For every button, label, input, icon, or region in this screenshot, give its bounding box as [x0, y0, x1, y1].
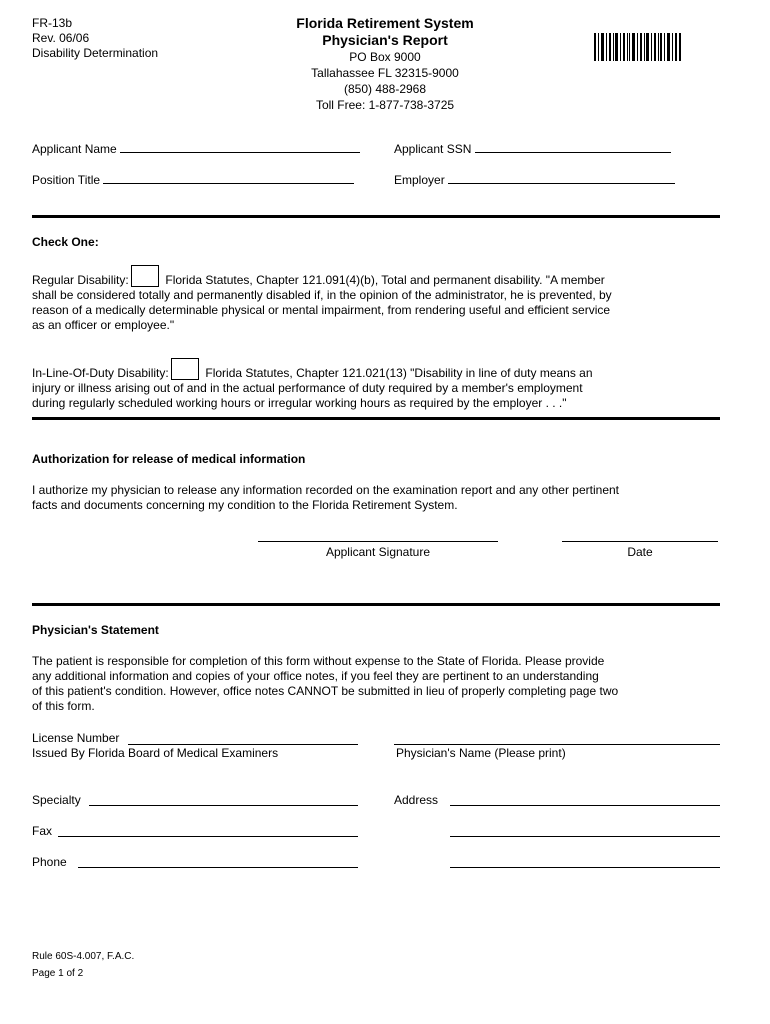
regular-disability-checkbox[interactable] [131, 265, 159, 287]
form-id-block [32, 16, 158, 61]
physician-name-label: Physician's Name (Please print) [396, 746, 566, 760]
section-divider [32, 417, 720, 420]
address-line-2[interactable] [450, 836, 720, 837]
applicant-name-line[interactable] [120, 152, 360, 153]
form-revision: Rev. 06/06 [32, 31, 90, 45]
employer-field[interactable] [394, 173, 675, 188]
regular-disability-text-first: Florida Statutes, Chapter 121.091(4)(b), Total and permanent disability. "A member [165, 273, 605, 287]
org-address-2: Tallahassee FL 32315-9000 [311, 66, 459, 80]
section-divider [32, 215, 720, 218]
date-line[interactable] [562, 541, 718, 542]
address-line-1[interactable] [450, 805, 720, 806]
physician-name-line[interactable] [394, 744, 720, 745]
position-title-field[interactable] [32, 173, 354, 188]
authorization-heading: Authorization for release of medical information [32, 452, 306, 466]
regular-disability-option [32, 265, 732, 333]
inline-duty-option [32, 358, 732, 411]
position-title-line[interactable] [103, 183, 354, 184]
form-number: FR-13b [32, 16, 73, 30]
form-type: Disability Determination [32, 46, 159, 60]
section-divider [32, 603, 720, 606]
authorization-text: I authorize my physician to release any information recorded on the examination report and any other pertinent facts and documents concerning my condition to the Florida Retirement System. [32, 483, 620, 512]
inline-duty-label: In-Line-Of-Duty Disability: [32, 366, 169, 380]
applicant-name-label: Applicant Name [32, 142, 117, 156]
applicant-name-field[interactable] [32, 142, 360, 157]
org-toll-free: Toll Free: 1-877-738-3725 [315, 98, 455, 112]
phone-label: Phone [32, 855, 67, 869]
check-one-heading: Check One: [32, 235, 99, 249]
inline-duty-checkbox[interactable] [171, 358, 199, 380]
phone-line[interactable] [78, 867, 358, 868]
address-label: Address [394, 793, 439, 807]
report-title: Physician's Report [322, 32, 448, 48]
org-address-1: PO Box 9000 [349, 50, 421, 64]
employer-line[interactable] [448, 183, 675, 184]
license-number-label: License Number [32, 731, 120, 745]
address-line-3[interactable] [450, 867, 720, 868]
applicant-ssn-label: Applicant SSN [394, 142, 472, 156]
physician-statement-heading: Physician's Statement [32, 623, 159, 637]
applicant-ssn-line[interactable] [475, 152, 671, 153]
applicant-signature-line[interactable] [258, 541, 498, 542]
specialty-line[interactable] [89, 805, 358, 806]
rule-citation: Rule 60S-4.007, F.A.C. [32, 951, 135, 962]
inline-duty-text-first: Florida Statutes, Chapter 121.021(13) "Disability in line of duty means an [205, 366, 593, 380]
footer [32, 950, 134, 980]
regular-disability-label: Regular Disability: [32, 273, 129, 287]
barcode-image [594, 33, 682, 61]
license-number-line[interactable] [128, 744, 358, 745]
org-header [235, 15, 535, 113]
org-name: Florida Retirement System [296, 15, 474, 31]
fax-line[interactable] [58, 836, 358, 837]
employer-label: Employer [394, 173, 445, 187]
date-label: Date [627, 545, 653, 559]
issued-by-label: Issued By Florida Board of Medical Examiners [32, 746, 279, 760]
inline-duty-text: injury or illness arising out of and in the actual performance of duty required by a member's employment during regularly scheduled working hours or irregular working hours as required by the employer . . ." [32, 381, 583, 410]
page-number: Page 1 of 2 [32, 968, 84, 979]
org-phone: (850) 488-2968 [343, 82, 427, 96]
physician-statement-text: The patient is responsible for completion of this form without expense to the State of Florida. Please provide any additional information and copies of your office notes, if you feel they are pertinent to an understanding of this patient's condition. However, office notes CANNOT be submitted in lieu of properly completing page two of this form. [32, 654, 619, 713]
regular-disability-text: shall be considered totally and permanently disabled if, in the opinion of the administrator, he is prevented, by reason of a medically determinable physical or mental impairment, from rendering useful and efficient service as an officer or employee." [32, 288, 612, 332]
position-title-label: Position Title [32, 173, 101, 187]
fax-label: Fax [32, 824, 53, 838]
specialty-label: Specialty [32, 793, 81, 807]
applicant-ssn-field[interactable] [394, 142, 671, 157]
applicant-signature-label: Applicant Signature [325, 545, 431, 559]
